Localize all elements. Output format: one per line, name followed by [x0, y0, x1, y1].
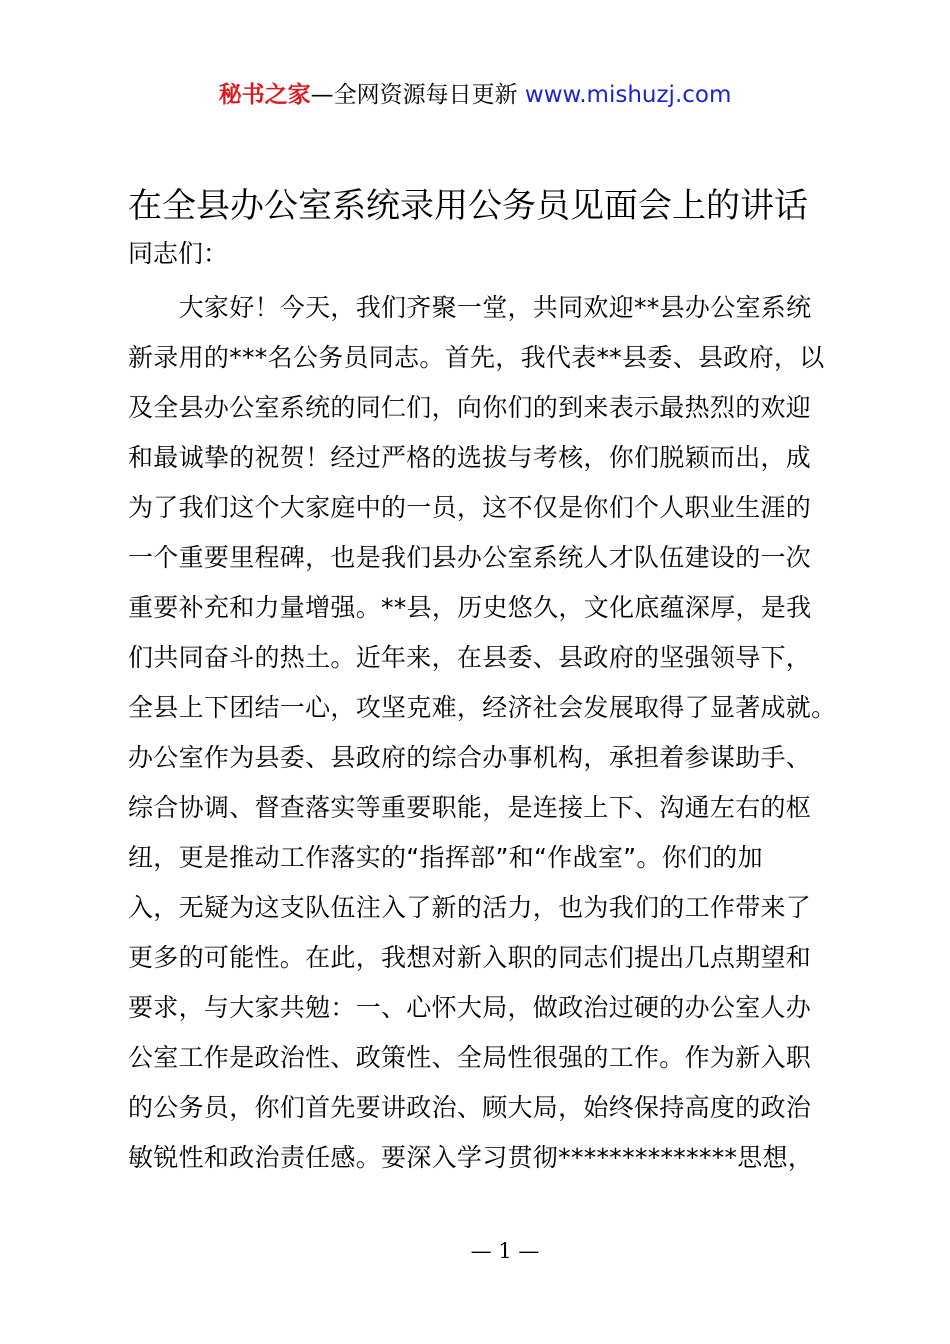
- page-number: — 1 —: [470, 1239, 540, 1263]
- body-line: 纽，更是推动工作落实的“指挥部”和“作战室”。你们的加: [128, 843, 763, 872]
- body-line: 一个重要里程碑，也是我们县办公室系统人才队伍建设的一次: [128, 543, 812, 572]
- body-line: 敏锐性和政治责任感。要深入学习贯彻**************思想，: [128, 1143, 814, 1172]
- body-line: 及全县办公室系统的同仁们，向你们的到来表示最热烈的欢迎: [128, 393, 812, 422]
- body-line: 更多的可能性。在此，我想对新入职的同志们提出几点期望和: [128, 943, 812, 972]
- body-line: 的公务员，你们首先要讲政治、顾大局，始终保持高度的政治: [128, 1093, 812, 1122]
- body-line: 大家好！今天，我们齐聚一堂，共同欢迎**县办公室系统: [128, 293, 812, 322]
- site-url-link[interactable]: www.mishuzj.com: [524, 82, 732, 108]
- page-header: [0, 78, 950, 112]
- body-line: 公室工作是政治性、政策性、全局性很强的工作。作为新入职: [128, 1043, 812, 1072]
- site-tagline: —全网资源每日更新: [310, 82, 518, 108]
- body-line: 新录用的***名公务员同志。首先，我代表**县委、县政府，以: [128, 343, 825, 372]
- body-text: [128, 283, 848, 1183]
- body-line: 全县上下团结一心，攻坚克难，经济社会发展取得了显著成就。: [128, 693, 837, 722]
- body-line: 和最诚挚的祝贺！经过严格的选拔与考核，你们脱颖而出，成: [128, 443, 812, 472]
- body-line: 办公室作为县委、县政府的综合办事机构，承担着参谋助手、: [128, 743, 812, 772]
- body-line: 们共同奋斗的热土。近年来，在县委、县政府的坚强领导下，: [128, 643, 812, 672]
- document-title: 在全县办公室系统录用公务员见面会上的讲话: [128, 186, 808, 226]
- body-line: 要求，与大家共勉：一、心怀大局，做政治过硬的办公室人办: [128, 993, 812, 1022]
- salutation: 同志们：: [128, 239, 229, 268]
- body-line: 重要补充和力量增强。**县，历史悠久，文化底蕴深厚，是我: [128, 593, 812, 622]
- site-brand: 秘书之家: [218, 82, 311, 108]
- body-line: 为了我们这个大家庭中的一员，这不仅是你们个人职业生涯的: [128, 493, 812, 522]
- body-line: 综合协调、督查落实等重要职能，是连接上下、沟通左右的枢: [128, 793, 812, 822]
- body-line: 入，无疑为这支队伍注入了新的活力，也为我们的工作带来了: [128, 893, 812, 922]
